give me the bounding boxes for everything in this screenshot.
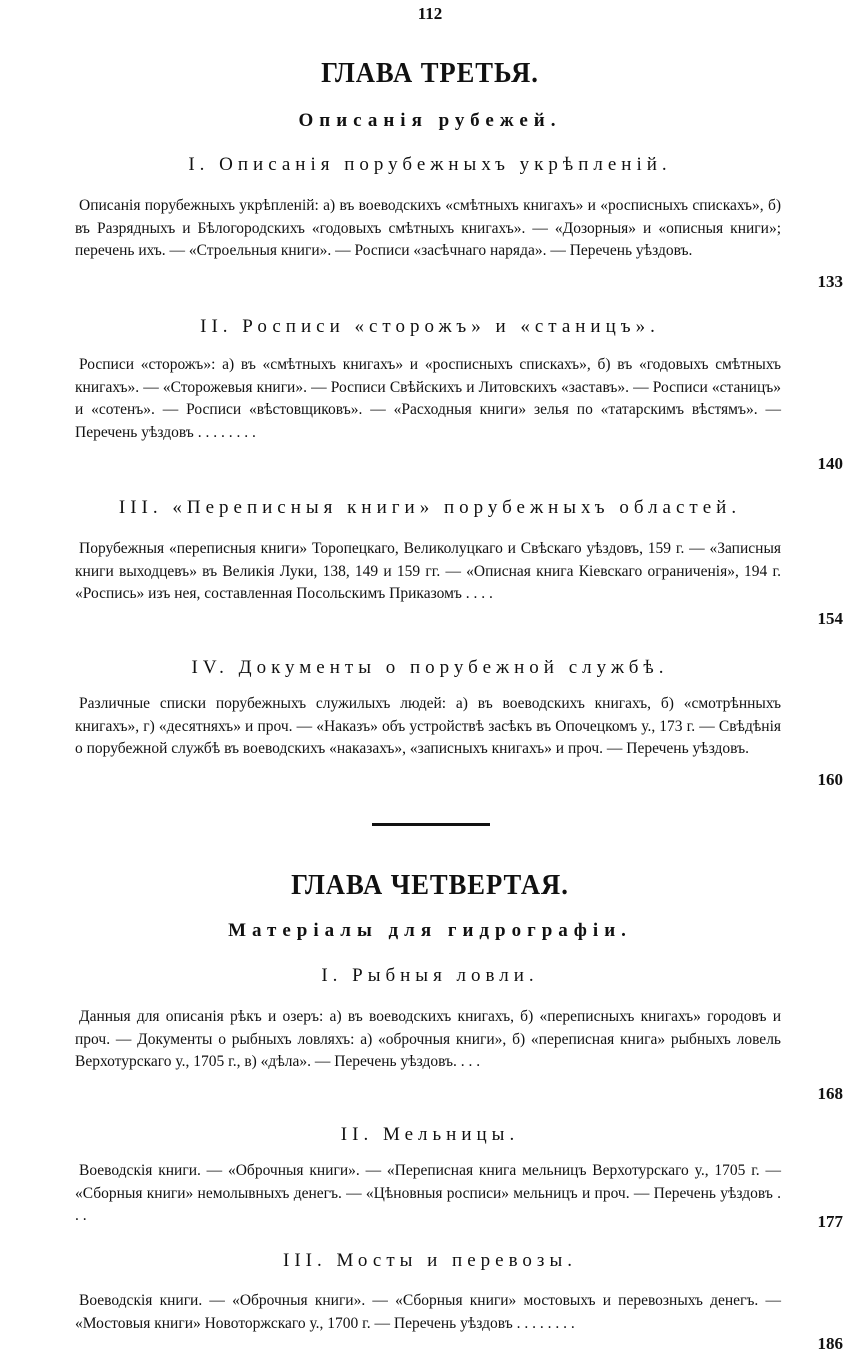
section-3-1-page: 133 — [817, 272, 843, 291]
page-number: 112 — [417, 4, 443, 23]
section-4-2-heading: II. Мельницы. — [340, 1124, 520, 1145]
section-4-1-text: Данныя для описанія рѣкъ и озеръ: а) въ воеводскихъ книгахъ, б) «переписныхъ книгахъ» городовъ и проч. — Документы о рыбныхъ ловляхъ: а) «оброчныя книги», б) «переписная книга» рыбныхъ ловель Верхотурскаго у., 1705 г., в) «дѣла». — Перечень уѣздовъ. . . . — [75, 1008, 781, 1070]
section-4-2-page: 177 — [817, 1212, 843, 1231]
section-4-1-page: 168 — [817, 1084, 843, 1103]
chapter-3-subtitle: Описанія рубежей. — [298, 110, 562, 131]
section-3-4-text: Различные списки порубежныхъ служилыхъ людей: а) въ воеводскихъ книгахъ, б) «смотрѣнныхъ книгахъ», г) «десятняхъ» и проч. — «Наказъ» объ устройствѣ засѣкъ въ Опочецкомъ у., 173 г. — Свѣдѣнія о порубежной службѣ въ воеводскихъ «наказахъ», «записныхъ книгахъ» и проч. — Перечень уѣздовъ. — [75, 695, 781, 757]
section-3-3-heading: III. «Переписныя книги» порубежныхъ областей. — [118, 497, 742, 518]
section-3-2-text: Росписи «сторожъ»: а) въ «смѣтныхъ книгахъ» и «росписныхъ спискахъ», б) въ «годовыхъ смѣтныхъ книгахъ». — «Сторожевыя книги». — Росписи Свѣйскихъ и Литовскихъ «заставъ». — Росписи «станицъ» и «сотенъ». — Росписи «вѣстовщиковъ». — «Расходныя книги» зелья по «татарскимъ вѣстямъ». — Перечень уѣздовъ . . . . . . . . — [75, 356, 781, 441]
section-4-3-text: Воеводскія книги. — «Оброчныя книги». — «Сборныя книги» мостовыхъ и перевозныхъ денегъ. — «Мостовыя книги» Новоторжскаго у., 1700 г. — Перечень уѣздовъ . . . . . . . . — [75, 1292, 781, 1332]
chapter-divider — [372, 823, 490, 826]
section-3-1-text: Описанія порубежныхъ укрѣпленій: а) въ воеводскихъ «смѣтныхъ книгахъ» и «росписныхъ спискахъ», б) въ Разрядныхъ и Бѣлогородскихъ «годовыхъ смѣтныхъ книгахъ». — «Дозорныя» и «описныя книги»; перечень ихъ. — «Строельныя книги». — Росписи «засѣчнаго наряда». — Перечень уѣздовъ. — [75, 197, 781, 259]
chapter-4-title: ГЛАВА ЧЕТВЕРТАЯ. — [291, 870, 569, 901]
chapter-3-title: ГЛАВА ТРЕТЬЯ. — [321, 58, 539, 89]
section-3-4-heading: IV. Документы о порубежной службѣ. — [191, 657, 669, 678]
chapter-4-subtitle: Матеріалы для гидрографіи. — [228, 920, 632, 941]
section-4-3-heading: III. Мосты и перевозы. — [283, 1250, 577, 1271]
section-4-2-text: Воеводскія книги. — «Оброчныя книги». — «Переписная книга мельницъ Верхотурскаго у., 1705 г. — «Сборныя книги» немолывныхъ денегъ. — «Цѣновныя росписи» мельницъ и проч. — Перечень уѣздовъ . . . — [75, 1162, 781, 1224]
section-4-1-heading: I. Рыбныя ловли. — [321, 965, 539, 986]
section-3-2-heading: II. Росписи «сторожъ» и «станицъ». — [200, 316, 660, 337]
section-3-2-page: 140 — [817, 454, 843, 473]
section-3-4-page: 160 — [817, 770, 843, 789]
section-3-1-heading: I. Описанія порубежныхъ укрѣпленій. — [188, 154, 672, 175]
section-3-3-text: Порубежныя «переписныя книги» Торопецкаго, Великолуцкаго и Свѣскаго уѣздовъ, 159 г. — «Записныя книги выходцевъ» въ Великія Луки, 138, 149 и 159 гг. — «Описная книга Кіевскаго ограниченія», 194 г. «Роспись» изъ нея, составленная Посольскимъ Приказомъ . . . . — [75, 540, 781, 602]
section-3-3-page: 154 — [817, 609, 843, 628]
section-4-3-page: 186 — [817, 1334, 843, 1353]
